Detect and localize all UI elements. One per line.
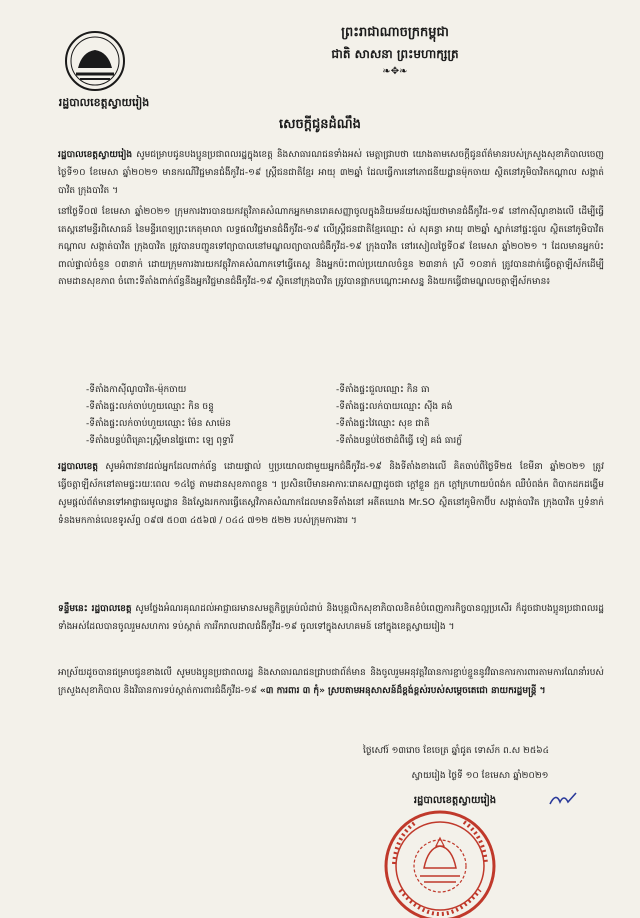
location-item: -ទីតាំងបន្ទប់ពិគ្រោះស្ត្រីមានផ្ទៃពោះ ឡេ ពុទ្ធារី — [86, 436, 234, 446]
paragraph-1 — [58, 146, 604, 200]
location-list — [86, 382, 606, 450]
paragraph-1-text: សូមជម្រាបជូនបងប្អូនប្រជាពលរដ្ឋក្នុងខេត្ត និងសាធារណជនទាំងអស់ មេត្តាជ្រាបថា យោងតាមសេចក្តីជូនព័ត៌មានរបស់ក្រសួងសុខាភិបាលចេញថ្ងៃទី១០ ខែមេសា ឆ្នាំ២០២១ មានករណីវិជ្ជមានជំងឺកូវីដ-១៩ ស្ត្រីជនជាតិខ្មែរ អាយុ ៣២ឆ្នាំ ដែលធ្វើការនៅភោជនីយដ្ឋានម៉ុកចាយ ស្ថិតនៅភូមិបាវិតកណ្តាល សង្កាត់បាវិត ក្រុងបាវិត ។ — [58, 150, 604, 196]
paragraph-3-lead: រដ្ឋបាលខេត្ត — [58, 462, 98, 472]
paragraph-4-text: សូមថ្លែងអំណរគុណដល់អាជ្ញាធរមានសមត្ថកិច្ចគ្រប់លំដាប់ និងបុគ្គលិកសុខាភិបាលខិតខំបំពេញការកិច្ចបានល្អប្រសើរ ក៏ដូចជាបងប្អូនប្រជាពលរដ្ឋទាំងអស់ដែលបានចូលរួមសហការ ទប់ស្កាត់ ការរីករាលដាលជំងឺកូវីដ-១៩ ចូលទៅក្នុងសហគមន៍ នៅក្នុងខេត្តស្វាយរៀង ។ — [58, 604, 604, 632]
motto-ornament: ❧✥❧ — [382, 66, 408, 77]
location-item: -ទីតាំងផ្ទះជួលឈ្មោះ កិន ធា — [336, 385, 430, 395]
official-seal-icon — [380, 806, 500, 918]
kingdom-title: ព្រះរាជាណាចក្រកម្ពុជា — [341, 25, 449, 40]
paragraph-5-end: «៣ ការពារ ៣ កុំ» ស្របតាមអនុសាសន៍ដ៏ខ្ពង់ខ្ពស់របស់សម្តេចតេជោ នាយករដ្ឋមន្ត្រី ។ — [259, 686, 546, 696]
lunar-date: ថ្ងៃសៅរ៍ ១៣រោច ខែចេត្រ ឆ្នាំជូត ទោស័ក ព.ស ២៥៦៤ — [363, 746, 549, 756]
paragraph-4-lead: ទន្ទឹមនេះ រដ្ឋបាលខេត្ត — [58, 604, 132, 614]
location-item: -ទីតាំងផ្ទះលក់ចាប់ហួយឈ្មោះ កិន ចន្ទូ — [86, 402, 214, 412]
paragraph-3 — [58, 458, 604, 530]
document-title: សេចក្តីជូនដំណឹង — [279, 117, 361, 132]
paragraph-3-text: សូមអំពាវនាវដល់អ្នកដែលពាក់ព័ន្ធ ដោយផ្ទាល់ ឬប្រយោលជាមួយអ្នកជំងឺកូវីដ-១៩ និងទីតាំងខាងលើ គិតចាប់ពីថ្ងៃទី២៥ ខែមីនា ឆ្នាំ២០២១ ត្រូវធ្វើចត្តាឡីស័កនៅតាមផ្ទះរយៈពេល ១៤ថ្ងៃ តាមដានសុខភាពខ្លួន ។ ប្រសិនបើមានអាការៈរោគសញ្ញាដូចជា ក្តៅខ្លួន ក្អក ក្តៅក្រហាយបំពង់ក ឈឺបំពង់ក ពិបាកដកដង្ហើម សូមផ្តល់ព័ត៌មានទៅអាជ្ញាធរមូលដ្ឋាន និងស្វែងរកការធ្វើតេស្តវិភាគសំណាកដែលមានទីតាំងនៅ អតីតឃោង Mr.SO ស្ថិតនៅភូមិកាប៊ីប សង្កាត់បាវិត ក្រុងបាវិត ឬទំនាក់ទំនងមកកាន់លេខទូរស័ព្ទ ០៩៧ ៥០៣ ៤៥៦៧ / ០៤៤ ៧១២ ៥២២ របស់ក្រុមការងារ ។ — [58, 462, 604, 526]
provincial-emblem-icon — [64, 30, 126, 92]
national-motto: ជាតិ សាសនា ព្រះមហាក្សត្រ — [331, 47, 459, 61]
location-item: -ទីតាំងផ្ទះវៃឈ្មោះ សុខ ជាតិ — [336, 419, 430, 429]
location-item: -ទីតាំងកាស៊ីណូបាវិត-ម៉ុកចាយ — [86, 385, 187, 395]
location-item: -ទីតាំងផ្ទះលក់ចាប់ហួយឈ្មោះ ម៉ែន សាម៉េន — [86, 419, 231, 429]
organization-header: រដ្ឋបាលខេត្តស្វាយរៀង — [58, 96, 150, 109]
solar-date: ស្វាយរៀង ថ្ងៃទី ១០ ខែមេសា ឆ្នាំ២០២១ — [411, 771, 549, 781]
paragraph-5-text: អាស្រ័យដូចបានជម្រាបជូនខាងលើ សូមបងប្អូនប្រជាពលរដ្ឋ និងសាធារណជនជ្រាបជាព័ត៌មាន និងចូលរួមអនុវត្តវិធានការខ្ជាប់ខ្ជួននូវវិធានការការពារតាមការណែនាំរបស់ក្រសួងសុខាភិបាល និងវិធានការទប់ស្កាត់ការពារជំងឺកូវីដ-១៩ — [58, 668, 604, 696]
paragraph-1-lead: រដ្ឋបាលខេត្តស្វាយរៀង — [58, 150, 133, 160]
paragraph-2: នៅថ្ងៃទី០៧ ខែមេសា ឆ្នាំ២០២១ ក្រុមការងារបានយកវត្ថុវិភាគសំណាកអ្នកមានរោគសញ្ញាចូលក្នុងនិយមន័យសង្ស័យថាមានជំងឺកូវីដ-១៩ នៅកាស៊ីណូខាងលើ ដើម្បីធ្វើតេស្តនៅមន្ទីរពិសោធន៍ នៃមន្ទីរពេទ្យព្រះកេតុមាលា លទ្ធផលវិជ្ជមានជំងឺកូវីដ-១៩ លើស្ត្រីជនជាតិខ្មែរឈ្មោះ ស់ សុគន្ធា អាយុ ៣២ឆ្នាំ ស្នាក់នៅផ្ទះជួល ស្ថិតនៅភូមិបាវិតកណ្តាល សង្កាត់បាវិត ក្រុងបាវិត ត្រូវបានបញ្ជូនទៅព្យាបាលនៅមណ្ឌលព្យាបាលជំងឺកូវីដ-១៩ ក្រុងបាវិត នៅរសៀលថ្ងៃទី០៩ ខែមេសា ឆ្នាំ២០២១ ។ ដែលមានអ្នកប៉ះពាល់ផ្ទាល់ចំនួន ០៣នាក់ ដោយក្រុមការងារយកវត្ថុវិភាគសំណាកទៅធ្វើតេស្ត និងអ្នកប៉ះពាល់ប្រយោលចំនួន ២៣នាក់ ស្រី ១០នាក់ ត្រូវបានដាក់ធ្វើចត្តាឡីស័កដើម្បីតាមដានសុខភាព ចំពោះទីតាំងពាក់ព័ន្ធនឹងអ្នកវិជ្ជមានជំងឺកូវីដ-១៩ ស្ថិតនៅក្រុងបាវិត ត្រូវបានផ្អាកបណ្តោះអាសន្ន និងយកធ្វើជាមណ្ឌលចត្តាឡីស័កមាន៖ — [58, 207, 604, 287]
signing-organization: រដ្ឋបាលខេត្តស្វាយរៀង — [413, 795, 497, 806]
paragraph-5 — [58, 664, 604, 700]
signature-icon — [548, 790, 578, 808]
location-item: -ទីតាំងផ្ទះលក់បាយឈ្មោះ ស៊ីង គង់ — [336, 402, 453, 412]
paragraph-4 — [58, 600, 604, 636]
location-item: -ទីតាំងបន្ទប់ថៃថាដំពីធ្វើ ទៀ គង់ ធារក្ខ័ — [336, 436, 462, 446]
